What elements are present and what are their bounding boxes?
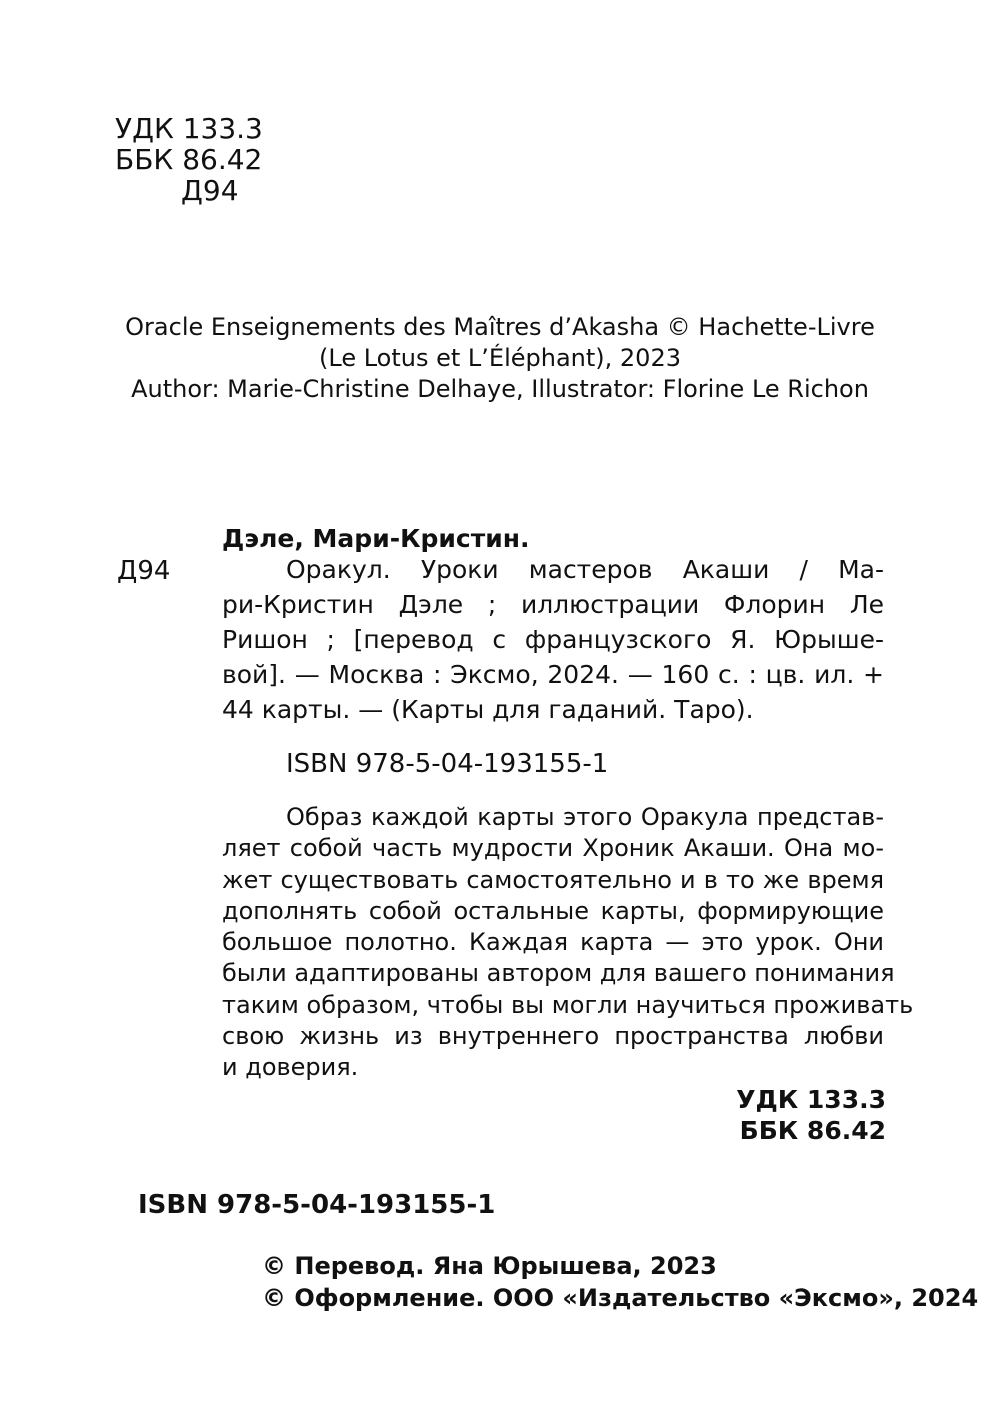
author-mark: Д94 bbox=[181, 174, 239, 207]
annotation-line: Образ каждой карты этого Оракула представ- bbox=[286, 803, 884, 831]
annotation-line: ляет собой часть мудрости Хроник Акаши. Она мо- bbox=[222, 834, 884, 863]
catalog-shelf-mark: Д94 bbox=[117, 556, 171, 586]
original-edition-line: Oracle Enseignements des Maîtres d’Akasha © Hachette-Livre bbox=[125, 313, 875, 341]
catalog-annotation bbox=[222, 802, 914, 1084]
copyright-design: © Оформление. ООО «Издательство «Эксмо», 2024 bbox=[262, 1284, 979, 1312]
description-line: Оракул. Уроки мастеров Акаши / Ма- bbox=[286, 555, 884, 584]
bbk-code: ББК 86.42 bbox=[115, 143, 263, 176]
annotation-line: дополнять собой остальные карты, формирующие bbox=[222, 896, 884, 925]
annotation-line: были адаптированы автором для вашего понимания bbox=[222, 959, 895, 988]
classification-block bbox=[115, 113, 263, 206]
annotation-line: свою жизнь из внутреннего пространства любви bbox=[222, 1022, 884, 1051]
catalog-description bbox=[222, 552, 884, 727]
catalog-isbn: ISBN 978-5-04-193155-1 bbox=[286, 749, 609, 779]
catalog-classification bbox=[640, 1084, 886, 1146]
original-edition-notice bbox=[0, 312, 1000, 405]
isbn-main: ISBN 978-5-04-193155-1 bbox=[138, 1190, 496, 1220]
catalog-author-heading: Дэле, Мари-Кристин. bbox=[222, 524, 530, 553]
copyright-translation: © Перевод. Яна Юрышева, 2023 bbox=[262, 1252, 717, 1280]
original-edition-line: Author: Marie-Christine Delhaye, Illustrator: Florine Le Richon bbox=[131, 375, 869, 403]
description-line: 44 карты. — (Карты для гаданий. Таро). bbox=[222, 695, 754, 724]
catalog-bbk: ББК 86.42 bbox=[739, 1116, 886, 1145]
description-line: вой]. — Москва : Эксмо, 2024. — 160 с. : цв. ил. + bbox=[222, 660, 884, 689]
copyright-block bbox=[262, 1250, 978, 1314]
original-edition-line: (Le Lotus et L’Éléphant), 2023 bbox=[319, 344, 681, 372]
annotation-line: таким образом, чтобы вы могли научиться проживать bbox=[222, 990, 914, 1019]
description-line: ри-Кристин Дэле ; иллюстрации Флорин Ле bbox=[222, 590, 884, 619]
udk-code: УДК 133.3 bbox=[115, 112, 263, 145]
annotation-line: и доверия. bbox=[222, 1053, 359, 1082]
annotation-line: большое полотно. Каждая карта — это урок. Они bbox=[222, 928, 884, 957]
annotation-line: жет существовать самостоятельно и в то же время bbox=[222, 865, 884, 894]
catalog-udk: УДК 133.3 bbox=[736, 1085, 886, 1114]
description-line: Ришон ; [перевод с французского Я. Юрыше- bbox=[222, 625, 884, 654]
